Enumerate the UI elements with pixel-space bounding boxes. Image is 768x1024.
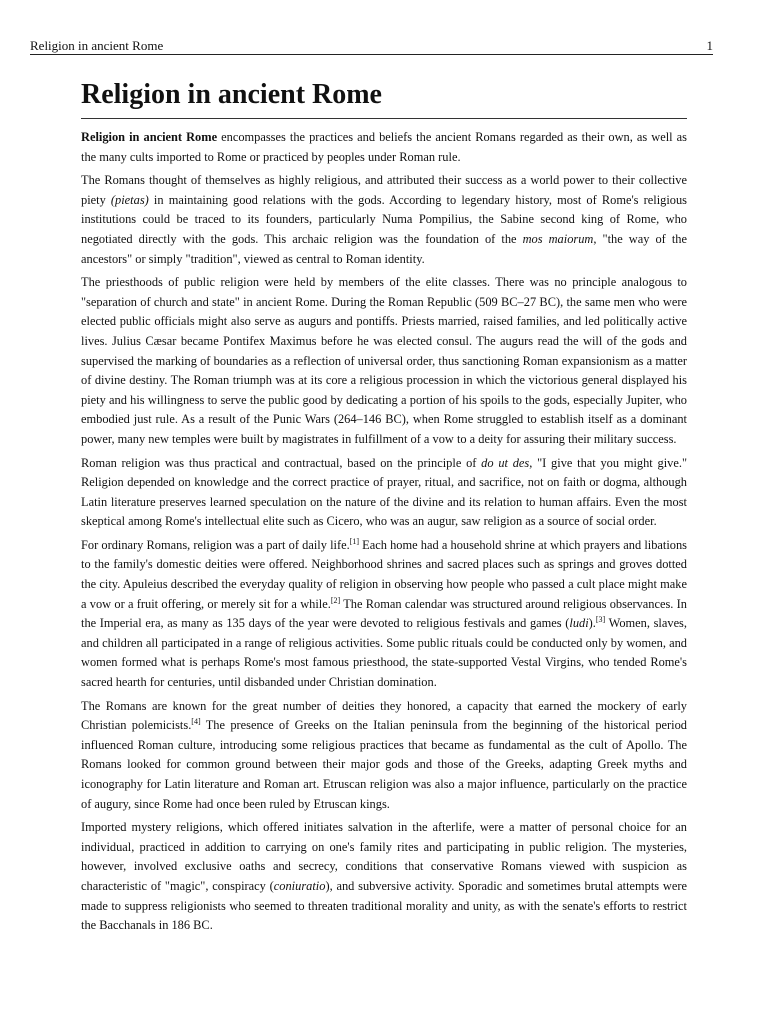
italic-term: coniuratio (273, 878, 326, 893)
footnote-ref[interactable]: [1] (349, 536, 360, 546)
article-title: Religion in ancient Rome (81, 78, 687, 119)
running-header (30, 37, 713, 55)
italic-term: do ut des (481, 455, 530, 470)
paragraph-daily-life (81, 536, 687, 693)
text-span: The Roman calendar was structured around religious observances. In the Imperial era, as many as 135 days of the year were devoted to religious festivals and games ( (81, 596, 687, 631)
text-span: encompasses the practices and beliefs the ancient Romans regarded as their own, as well as the many cults imported to Rome or practiced by peoples under Roman rule. (81, 130, 687, 164)
text-span: in maintaining good relations with the gods. According to legendary history, most of Rome's religious institutions could be traced to its founders, particularly Numa Pompilius, the Sabine second king of Rome, who negotiated directly with the gods. This archaic religion was the foundation of the (81, 192, 688, 246)
text-span: Imported mystery religions, which offered initiates salvation in the afterlife, were a matter of personal choice for an individual, practiced in addition to carrying on one's family rites and participating in public religion. The mysteries, however, involved exclusive oaths and secrecy, conditions that conservative Romans viewed with suspicion as characteristic of "magic", conspiracy ( (81, 820, 687, 893)
paragraph-mystery-religions (81, 818, 687, 936)
text-span: For ordinary Romans, religion was a part of daily life. (81, 537, 350, 552)
footnote-ref[interactable]: [3] (595, 615, 606, 625)
text-span: Roman religion was thus practical and contractual, based on the principle of (81, 455, 482, 470)
text-span: , "I give that you might give." Religion depended on knowledge and the correct practice of prayer, ritual, and sacrifice, not on faith or dogma, although Latin literature preserves learned speculation on the nature of the divine and its relation to human affairs. Even the most skeptical among Rome's intellectual elite such as Cicero, who was an augur, saw religion as a source of social order. (81, 455, 687, 529)
article-body (81, 128, 687, 936)
text-span: The presence of Greeks on the Italian peninsula from the beginning of the historical period influenced Roman culture, introducing some religious practices that became as fundamental as the cult of Apollo. The Romans looked for common ground between their major gods and those of the Greeks, adapting Greek myths and iconography for Latin literature and Roman art. Etruscan religion was also a major influence, particularly on the practice of augury, since Rome had once been ruled by Etruscan kings. (81, 718, 687, 811)
page-number: 1 (706, 38, 713, 53)
italic-term: (pietas) (110, 192, 149, 207)
text-span: ), and subversive activity. Sporadic and sometimes brutal attempts were made to suppress religionists who seemed to threaten traditional morality and unity, as with the senate's efforts to restrict the Bacchanals in 186 BC. (81, 878, 687, 933)
text-span: , "the way of the ancestors" or simply "tradition", viewed as central to Roman identity. (81, 231, 687, 266)
running-header-title: Religion in ancient Rome (30, 38, 164, 53)
bold-term: Religion in ancient Rome (81, 130, 218, 144)
text-span: Women, slaves, and children all participated in a range of religious activities. Some public rituals could be conducted only by women, and women formed what is perhaps Rome's most famous priesthood, the state-supported Vestal Virgins, who tended Rome's sacred hearth for centuries, until disbanded under Christian domination. (81, 616, 687, 690)
text-span: The Romans thought of themselves as highly religious, and attributed their success as a world power to their collective piety (81, 173, 687, 207)
text-span: The Romans are known for the great number of deities they honored, a capacity that earned the mockery of early Christian polemicists. (81, 698, 687, 733)
italic-term: mos maiorum (522, 231, 594, 246)
paragraph-deities (81, 697, 687, 815)
text-span: Each home had a household shrine at which prayers and libations to the family's domestic deities were offered. Neighborhood shrines and sacred places such as springs and groves dotted the city. Apuleius described the everyday quality of religion in observing how people who passed a cult place might make a vow or a fruit offering, or merely sit for a while. (81, 537, 687, 611)
paragraph-contractual (81, 454, 687, 532)
footnote-ref[interactable]: [2] (330, 595, 341, 605)
footnote-ref[interactable]: [4] (191, 717, 201, 727)
paragraph-priesthoods: The priesthoods of public religion were held by members of the elite classes. There was no principle analogous to "separation of church and state" in ancient Rome. During the Roman Republic (509 BC–27 BC), the same men who were elected public officials might also serve as augurs and pontiffs. Priests married, raised families, and led politically active lives. Julius Cæsar became Pontifex Maximus before he was elected consul. The augurs read the will of the gods and supervised the marking of boundaries as a reflection of universal order, thus sanctioning Roman expansionism as a matter of divine destiny. The Roman triumph was at its core a religious procession in which the victorious general displayed his piety and his willingness to serve the public good by dedicating a portion of his spoils to the gods, especially Jupiter, who embodied just rule. As a result of the Punic Wars (264–146 BC), when Rome struggled to establish itself as a dominant power, many new temples were built by magistrates in fulfillment of a vow to a deity for assuring their military success. (81, 275, 687, 446)
text-span: ). (588, 616, 596, 631)
article-content (81, 78, 687, 940)
paragraph-piety (81, 171, 687, 269)
italic-term: ludi (569, 616, 589, 631)
paragraph-intro (81, 128, 687, 167)
